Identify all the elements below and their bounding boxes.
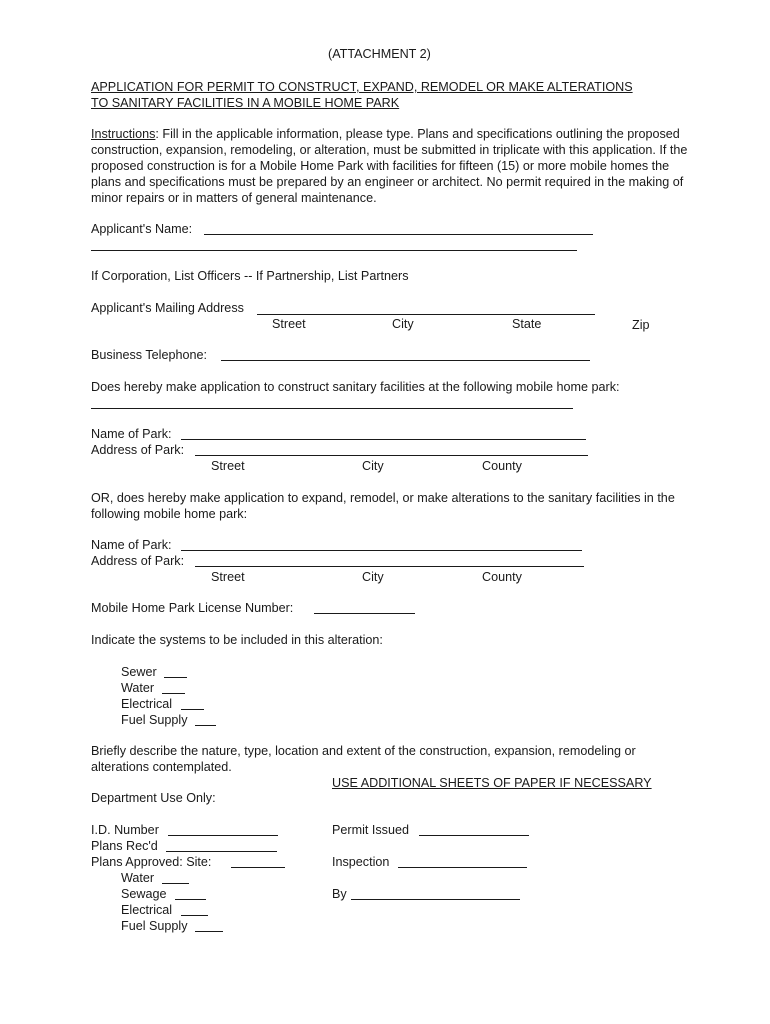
- dept-plans-approved-site-field[interactable]: [231, 867, 285, 868]
- park1-address-label: Address of Park:: [91, 443, 185, 457]
- attachment-label: (ATTACHMENT 2): [328, 47, 431, 61]
- dept-plans-recd-label: Plans Rec'd: [91, 839, 158, 853]
- dept-electrical-label: Electrical: [121, 903, 173, 917]
- park1-city-label: City: [362, 459, 384, 473]
- form-title-line-1: APPLICATION FOR PERMIT TO CONSTRUCT, EXPAND, REMODEL OR MAKE ALTERATIONS: [91, 80, 633, 94]
- system-water-label: Water: [121, 681, 155, 695]
- park2-address-field[interactable]: [195, 566, 584, 567]
- park2-city-label: City: [362, 570, 384, 584]
- dept-permit-issued-field[interactable]: [419, 835, 529, 836]
- applicant-name-field-continued[interactable]: [91, 250, 577, 251]
- mailing-address-label: Applicant's Mailing Address: [91, 301, 244, 315]
- dept-by-label: By: [332, 887, 347, 901]
- park1-street-label: Street: [211, 459, 245, 473]
- instructions-paragraph: [91, 126, 691, 206]
- officers-partners-label: If Corporation, List Officers -- If Partnership, List Partners: [91, 269, 409, 283]
- mailing-street-label: Street: [272, 317, 306, 331]
- dept-sewage-label: Sewage: [121, 887, 167, 901]
- mailing-city-label: City: [392, 317, 414, 331]
- system-fuel-supply-field[interactable]: [195, 725, 216, 726]
- dept-inspection-field[interactable]: [398, 867, 527, 868]
- system-electrical-label: Electrical: [121, 697, 173, 711]
- mailing-state-label: State: [512, 317, 542, 331]
- mobile-home-park-field[interactable]: [91, 408, 573, 409]
- system-water-field[interactable]: [162, 693, 185, 694]
- license-number-label: Mobile Home Park License Number:: [91, 601, 294, 615]
- expand-statement: OR, does hereby make application to expand, remodel, or make alterations to the sanitary facilities in the following mobile home park:: [91, 491, 675, 521]
- dept-inspection-label: Inspection: [332, 855, 390, 869]
- mailing-zip-label: Zip: [632, 318, 650, 332]
- dept-plans-approved-site-label: Plans Approved: Site:: [91, 855, 212, 869]
- instructions-label: Instructions: [91, 127, 156, 141]
- business-telephone-label: Business Telephone:: [91, 348, 207, 362]
- park1-name-field[interactable]: [181, 439, 586, 440]
- system-electrical-field[interactable]: [181, 709, 204, 710]
- park1-address-field[interactable]: [195, 455, 588, 456]
- dept-sewage-field[interactable]: [175, 899, 206, 900]
- dept-water-label: Water: [121, 871, 155, 885]
- describe-instructions: Briefly describe the nature, type, location and extent of the construction, expansion, remodeling or alterations contemplated.: [91, 744, 636, 774]
- park2-county-label: County: [482, 570, 522, 584]
- dept-fuel-supply-field[interactable]: [195, 931, 223, 932]
- system-sewer-field[interactable]: [164, 677, 187, 678]
- park2-address-label: Address of Park:: [91, 554, 185, 568]
- park2-name-label: Name of Park:: [91, 538, 172, 552]
- system-sewer-label: Sewer: [121, 665, 157, 679]
- dept-fuel-supply-label: Fuel Supply: [121, 919, 188, 933]
- dept-by-field[interactable]: [351, 899, 520, 900]
- construct-statement: Does hereby make application to construct sanitary facilities at the following mobile home park:: [91, 380, 620, 394]
- dept-water-field[interactable]: [162, 883, 189, 884]
- mailing-address-field[interactable]: [257, 314, 595, 315]
- dept-electrical-field[interactable]: [181, 915, 208, 916]
- instructions-text: : Fill in the applicable information, please type. Plans and specifications outlining the proposed construction, expansion, remodeling, or alteration, must be submitted in triplicate with this application. If the proposed construction is for a Mobile Home Park with facilities for fifteen (15) or more mobile homes the plans and specifications must be prepared by an engineer or architect. No permit required in the making of minor repairs or in matters of general maintenance.: [91, 127, 688, 205]
- park1-name-label: Name of Park:: [91, 427, 172, 441]
- system-fuel-supply-label: Fuel Supply: [121, 713, 188, 727]
- dept-id-number-field[interactable]: [168, 835, 278, 836]
- form-title-line-2: TO SANITARY FACILITIES IN A MOBILE HOME PARK: [91, 96, 400, 110]
- systems-intro: Indicate the systems to be included in this alteration:: [91, 633, 383, 647]
- department-use-label: Department Use Only:: [91, 791, 216, 805]
- additional-sheets-note: USE ADDITIONAL SHEETS OF PAPER IF NECESSARY: [332, 776, 652, 790]
- applicant-name-label: Applicant's Name:: [91, 222, 193, 236]
- license-number-field[interactable]: [314, 613, 415, 614]
- dept-plans-recd-field[interactable]: [166, 851, 277, 852]
- applicant-name-field[interactable]: [204, 234, 593, 235]
- park2-street-label: Street: [211, 570, 245, 584]
- dept-id-number-label: I.D. Number: [91, 823, 159, 837]
- park2-name-field[interactable]: [181, 550, 582, 551]
- park1-county-label: County: [482, 459, 522, 473]
- business-telephone-field[interactable]: [221, 360, 590, 361]
- dept-permit-issued-label: Permit Issued: [332, 823, 409, 837]
